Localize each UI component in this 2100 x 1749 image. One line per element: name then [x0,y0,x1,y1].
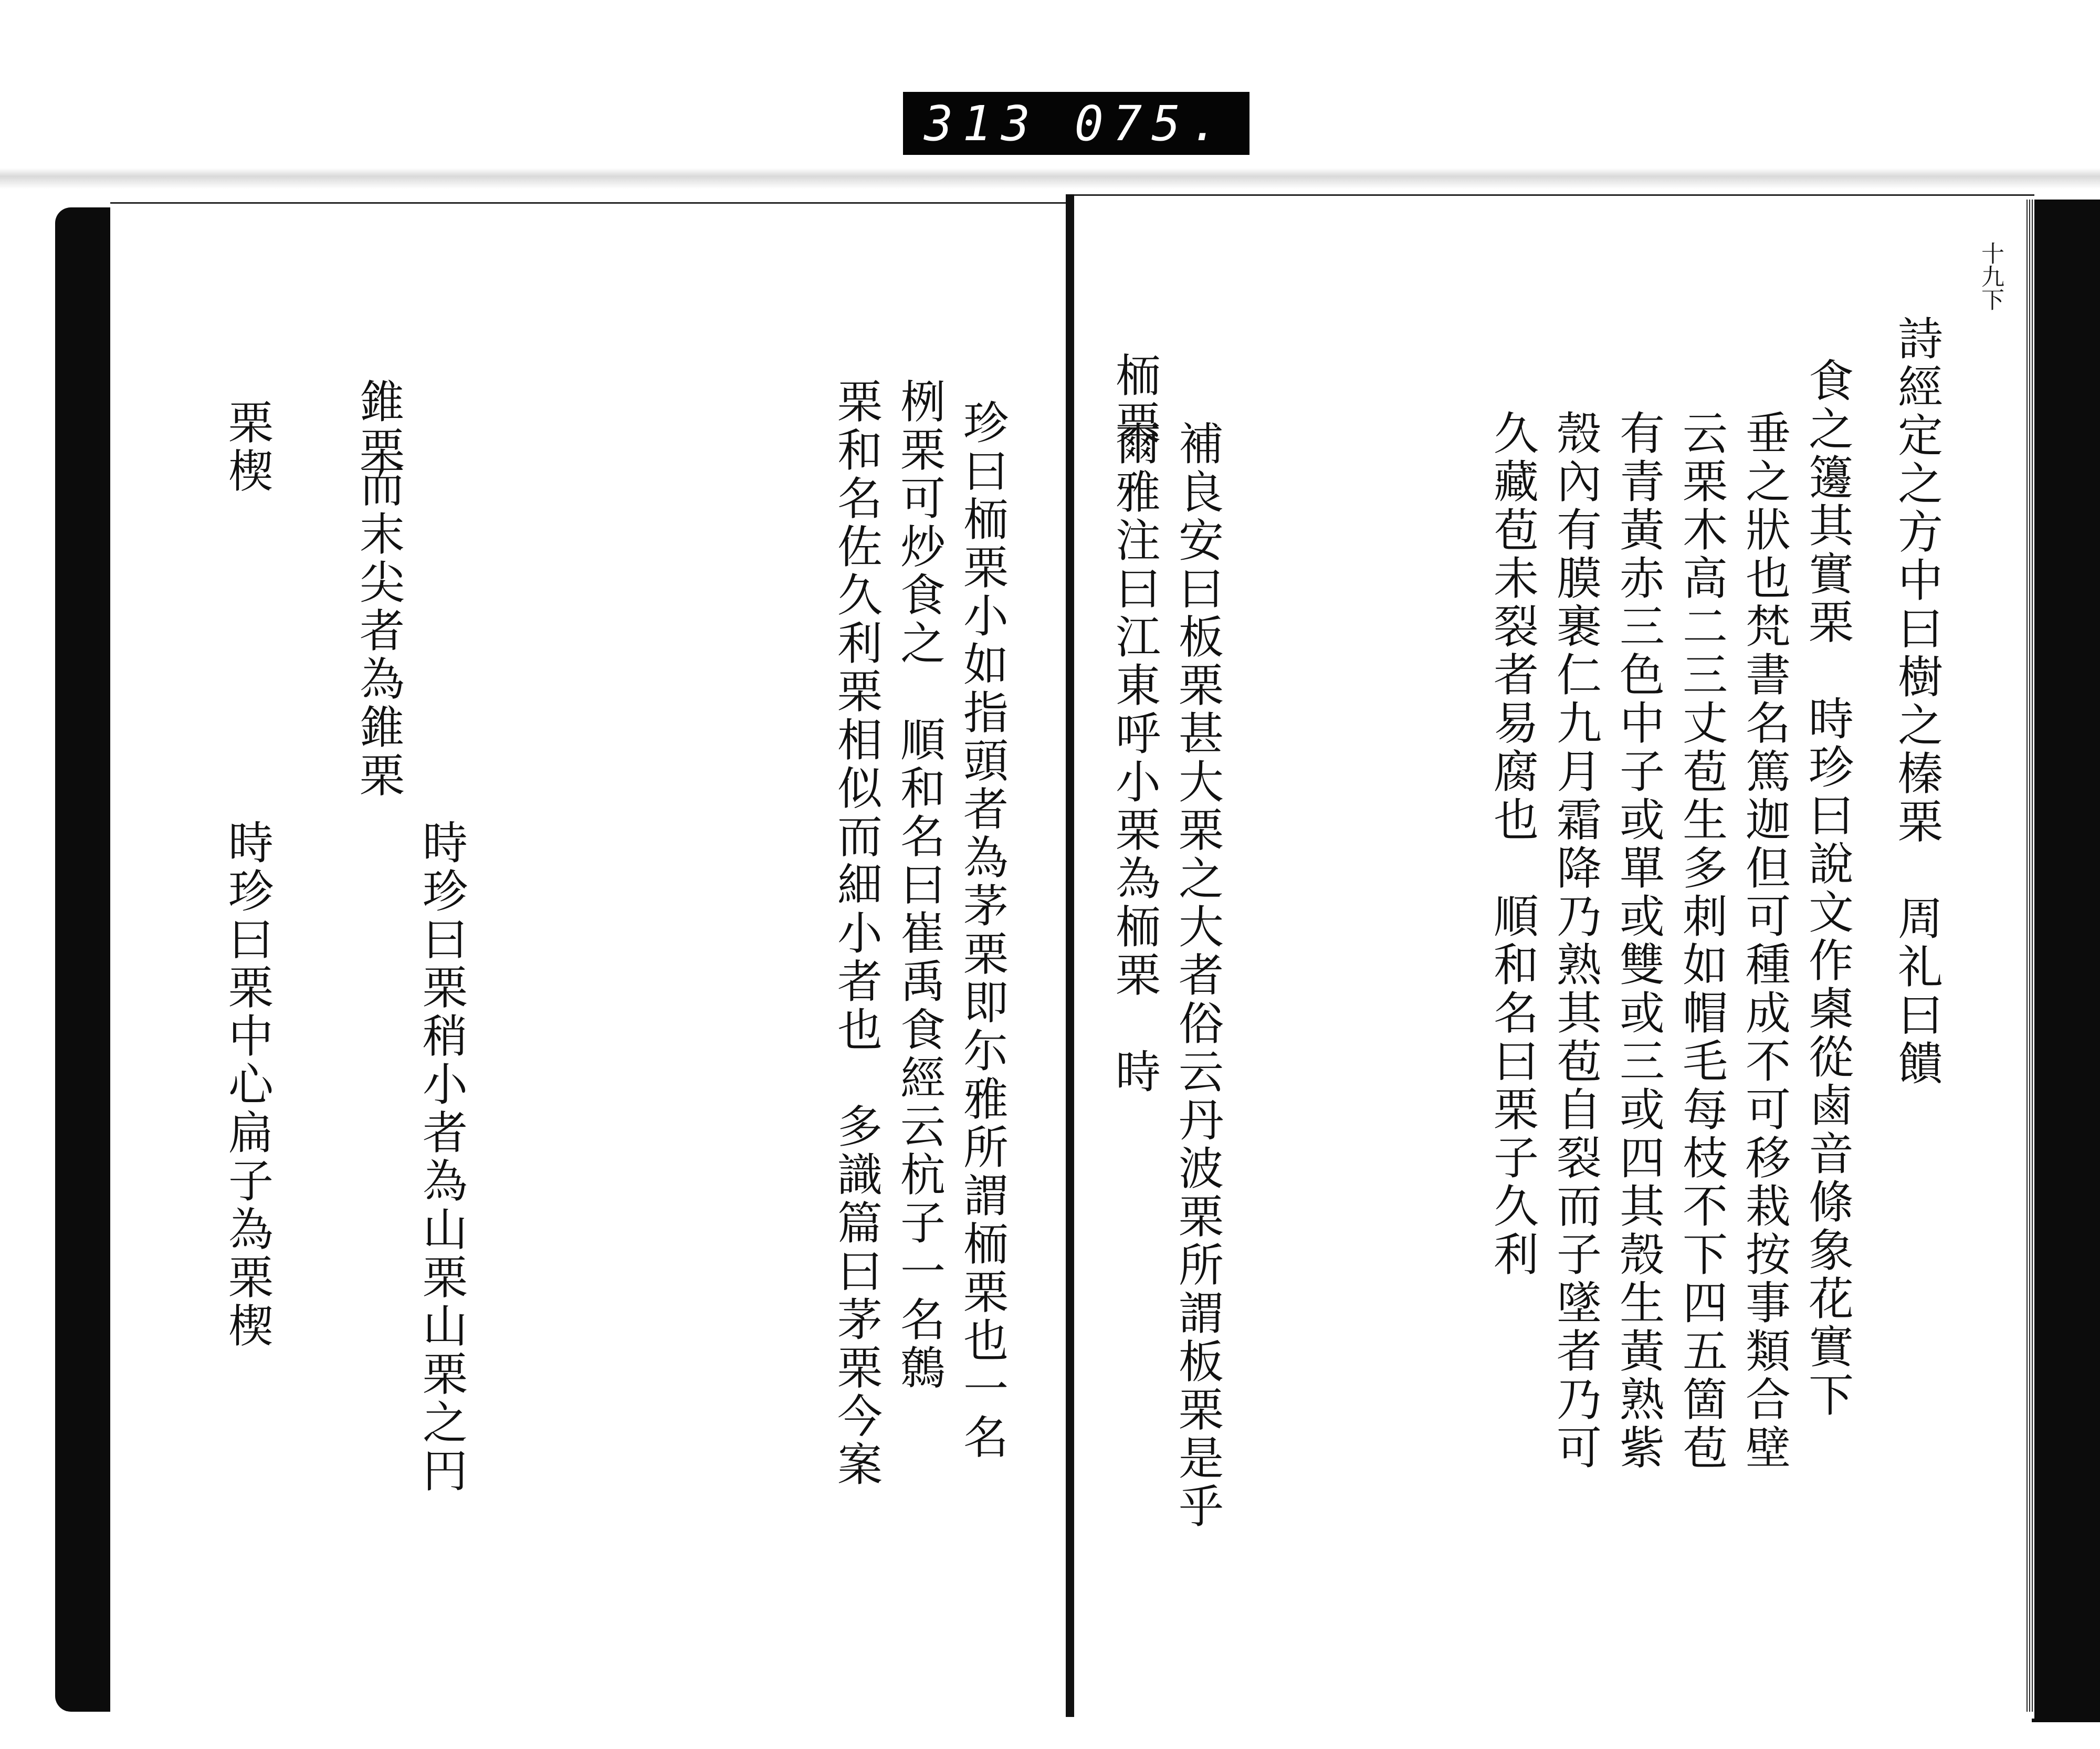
text-column: 殼內有膜裹仁九月霜降乃熟其苞自裂而子墜者乃可 [1549,410,1601,1472]
entry-heading: 栭栗 [1108,352,1160,448]
film-reel-number: 313 [924,95,1040,152]
text-column: 栵栗可炒食之 順和名曰崔禹食經云杭子一名鷯 [892,378,945,1392]
book-gutter [1066,194,1074,1717]
entry-heading: 栗楔 [220,399,273,496]
text-column: 時珍曰栗稍小者為山栗山栗之円 [415,819,467,1495]
text-column: 詩經定之方中曰樹之榛栗 周礼曰饋 [1890,315,1942,1088]
text-column: 珍曰栭栗小如指頭者為茅栗即尓雅所謂栭栗也一名 [956,399,1008,1462]
text-column: 食之籩其實栗 時珍曰說文作㮚從鹵音條象花實下 [1801,357,1853,1420]
text-column: 云栗木高二三丈苞生多刺如帽毛每枝不下四五箇苞 [1675,410,1727,1472]
page-edge-lines [2026,200,2034,1712]
film-frame-number: 075. [1074,95,1228,152]
entry-heading: 錐栗 [352,378,404,475]
text-column: 補良安曰板栗甚大栗之大者俗云丹波栗所謂板栗是乎 [1171,420,1223,1531]
text-column: 爾雅注曰江東呼小栗為栭栗 時 [1108,420,1160,1096]
book-edge-left [55,207,118,1712]
text-column: 久藏苞未裂者易腐也 順和名曰栗子久利 [1486,410,1538,1279]
film-label [903,92,1250,155]
scan-smudge [0,168,2100,189]
text-column: 時珍曰栗中心扁子為栗楔 [220,819,273,1350]
text-column: 而末尖者為錐栗 [352,462,404,800]
folio-number: 十九下 [1977,242,2004,311]
text-column: 栗和名佐久利栗相似而細小者也 多識篇曰茅栗今案 [830,378,882,1489]
text-column: 有青黃赤三色中子或單或雙或三或四其殼生黃熟紫 [1612,410,1664,1472]
text-column: 垂之狀也梵書名篤迦但可種成不可移栽按事類合壁 [1738,410,1790,1472]
book-edge-right [2032,200,2100,1722]
